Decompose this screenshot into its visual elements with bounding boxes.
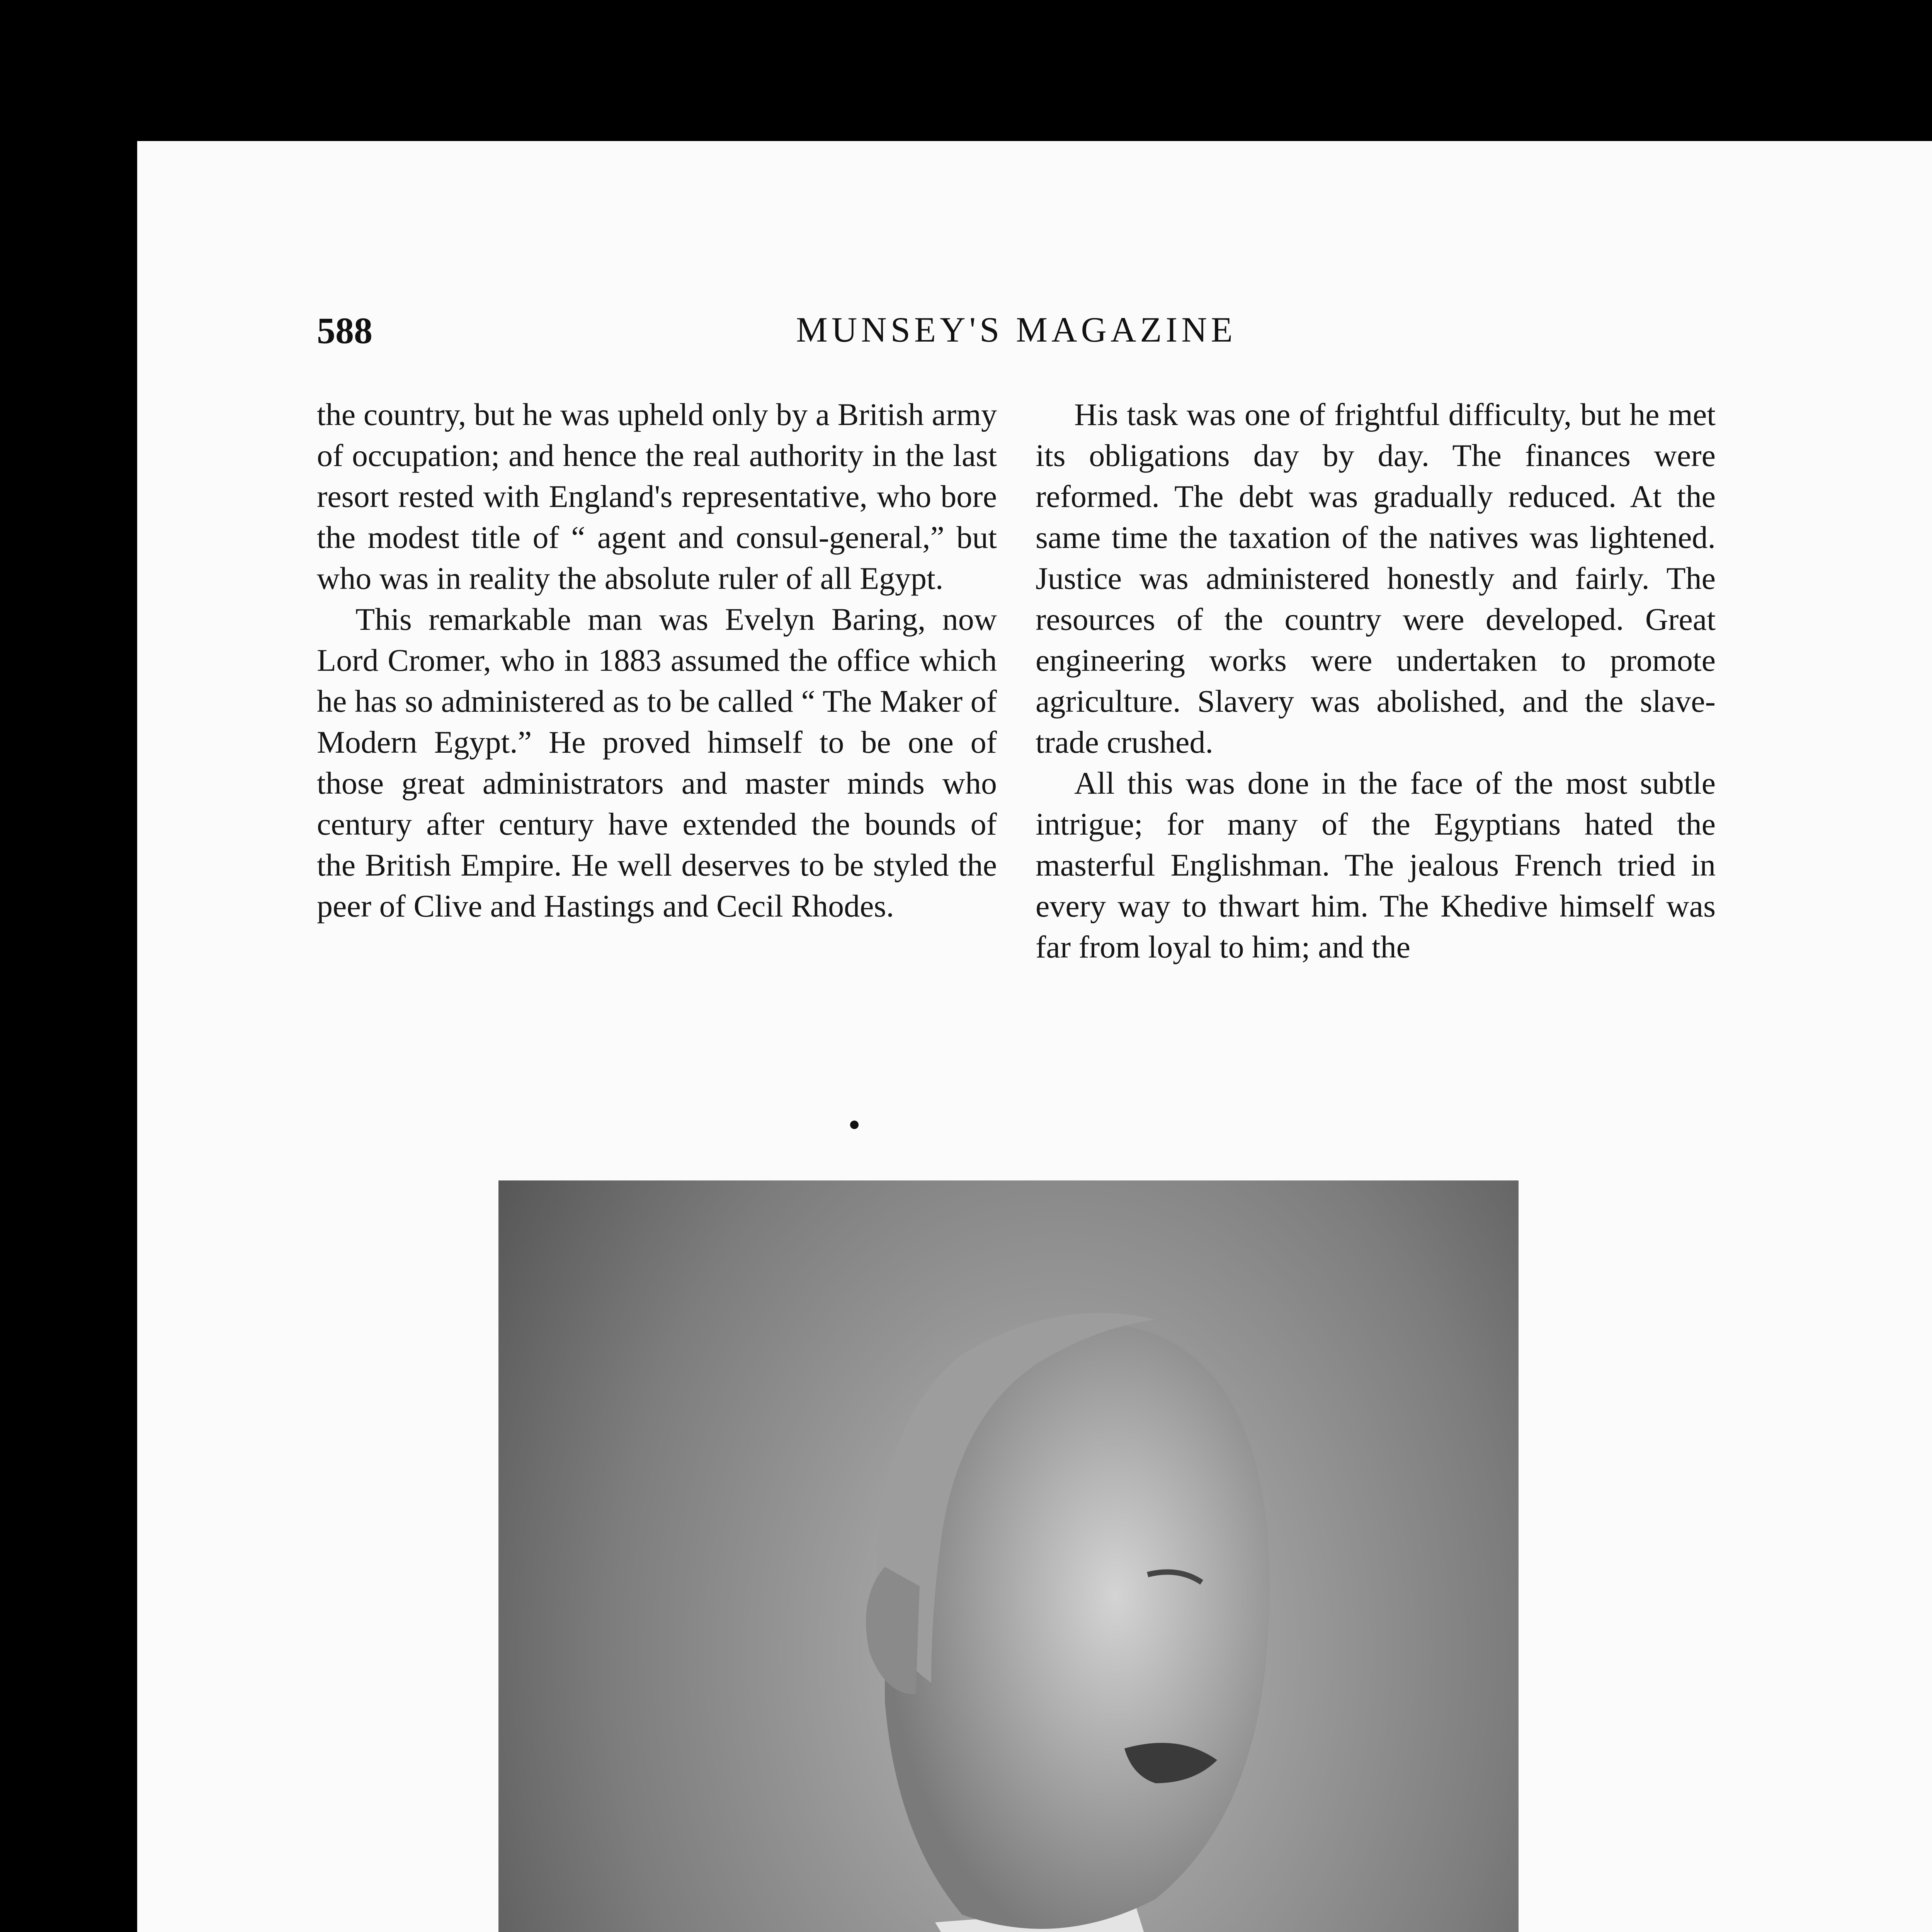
paragraph: This remarkable man was Evelyn Baring, now Lord Cromer, who in 1883 assumed the office which he has so administered as to be called “ The Maker of Modern Egypt.” He proved himself to be one of those great administrators and master minds who century after century have extended the bounds of the British Empire. He well deserves to be styled the peer of Clive and Hastings and Cecil Rhodes. [317, 602, 997, 923]
print-speck [850, 1121, 859, 1129]
text-column-left [317, 394, 997, 927]
paragraph: His task was one of frightful difficulty, but he met its obligations day by day. The finances were reformed. The debt was gradually reduced. At the same time the taxation of the natives was lightened. Justice was administered honestly and fairly. The resources of the country were developed. Great engineering works were undertaken to promote agriculture. Slavery was abolished, and the slave-trade crushed. [1036, 397, 1716, 760]
paragraph: the country, but he was upheld only by a British army of occupation; and hence the real authority in the last resort rested with England's representative, who bore the modest title of “ agent and consul-general,” but who was in reality the absolute ruler of all Egypt. [317, 397, 997, 596]
running-head: MUNSEY'S MAGAZINE [796, 310, 1236, 349]
text-column-right [1036, 394, 1716, 968]
paragraph: All this was done in the face of the most subtle intrigue; for many of the Egyptians hated the masterful Englishman. The jealous French tried in every way to thwart him. The Khedive himself was far from loyal to him; and the [1036, 765, 1716, 964]
portrait-photograph [498, 1180, 1519, 1932]
page-header [317, 309, 1716, 363]
portrait-illustration [498, 1180, 1519, 1932]
page-number: 588 [317, 310, 372, 351]
